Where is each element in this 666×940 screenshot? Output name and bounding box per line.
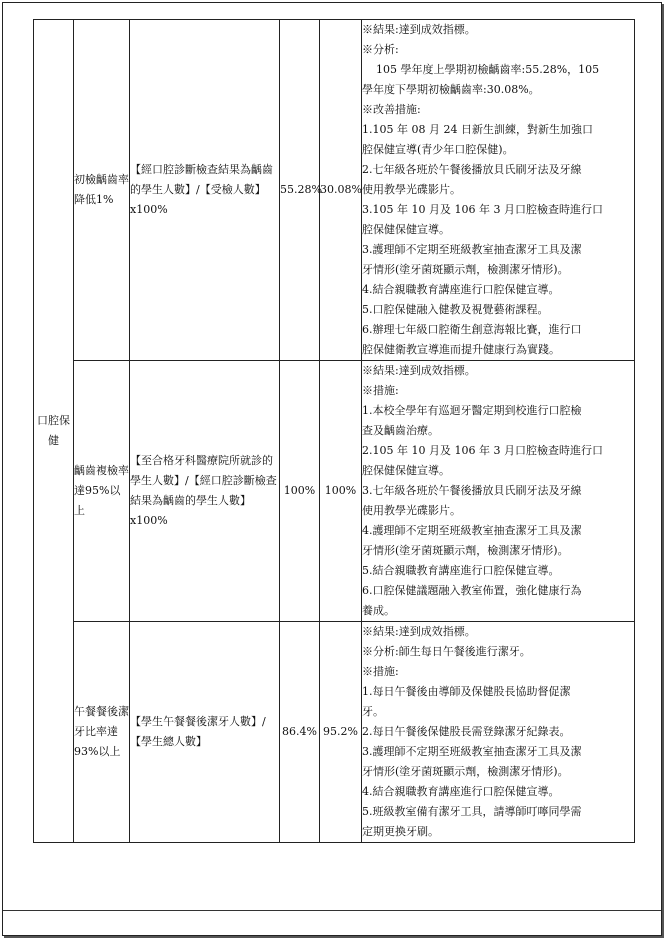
description-line: 6.口腔保健議題融入教室佈置，強化健康行為 xyxy=(362,584,582,597)
description-line: 養成。 xyxy=(362,604,395,617)
description-line: ※措施: xyxy=(362,384,399,397)
description-line: 牙情形(塗牙菌斑顯示劑，檢測潔牙情形)。 xyxy=(362,765,569,778)
value-cell: 86.4% xyxy=(280,622,320,843)
description-line: 5.班級教室備有潔牙工具，請導師叮嚀同學需 xyxy=(362,805,582,818)
description-line: 使用教學光碟影片。 xyxy=(362,183,461,196)
value-cell: 100% xyxy=(320,361,362,622)
description-line: 腔保健衛教宣導進而提升健康行為實踐。 xyxy=(362,343,560,356)
description-line: 牙。 xyxy=(362,705,384,718)
description-line: 3.護理師不定期至班級教室抽查潔牙工具及潔 xyxy=(362,243,582,256)
description-line: 牙情形(塗牙菌斑顯示劑，檢測潔牙情形)。 xyxy=(362,263,569,276)
description-line: 6.辦理七年級口腔衛生創意海報比賽，進行口 xyxy=(362,323,582,336)
description-line: 1.每日午餐後由導師及保健股長協助督促潔 xyxy=(362,685,571,698)
description-line: ※改善措施: xyxy=(362,103,421,116)
description-cell xyxy=(362,622,635,843)
description-line: 3.護理師不定期至班級教室抽查潔牙工具及潔 xyxy=(362,745,582,758)
description-line: 1.本校全學年有巡迴牙醫定期到校進行口腔檢 xyxy=(362,404,582,417)
description-line: 2.七年級各班於午餐後播放貝氏刷牙法及牙線 xyxy=(362,163,582,176)
health-indicator-table xyxy=(33,19,635,843)
table-row xyxy=(34,20,635,361)
value-cell: 95.2% xyxy=(320,622,362,843)
description-line: 4.護理師不定期至班級教室抽查潔牙工具及潔 xyxy=(362,524,582,537)
value-cell: 30.08% xyxy=(320,20,362,361)
description-line: 腔保健宣導(青少年口腔保健)。 xyxy=(362,143,514,156)
description-line: ※分析: xyxy=(362,43,399,56)
description-line: ※結果:達到成效指標。 xyxy=(362,23,476,36)
indicator-cell: 齲齒複檢率達95%以上 xyxy=(74,361,130,622)
value-cell: 55.28% xyxy=(280,20,320,361)
description-line: 105 學年度上學期初檢齲齒率:55.28%，105 xyxy=(376,63,600,76)
table-row xyxy=(34,361,635,622)
description-line: 4.結合親職教育講座進行口腔保健宣導。 xyxy=(362,283,560,296)
description-line: 5.口腔保健融入健教及視覺藝術課程。 xyxy=(362,303,549,316)
description-line: ※結果:達到成效指標。 xyxy=(362,364,476,377)
indicator-cell: 午餐餐後潔牙比率達93%以上 xyxy=(74,622,130,843)
table-row xyxy=(34,622,635,843)
description-line: 4.結合親職教育講座進行口腔保健宣導。 xyxy=(362,785,560,798)
category-cell: 口腔保健 xyxy=(34,20,74,843)
description-line: 查及齲齒治療。 xyxy=(362,424,439,437)
description-cell xyxy=(362,361,635,622)
description-line: 2.105 年 10 月及 106 年 3 月口腔檢查時進行口 xyxy=(362,444,603,457)
description-cell xyxy=(362,20,635,361)
description-line: 學年度下學期初檢齲齒率:30.08%。 xyxy=(362,83,540,96)
description-line: 腔保健保健宣導。 xyxy=(362,223,450,236)
description-line: 2.每日午餐後保健股長需登錄潔牙紀錄表。 xyxy=(362,725,571,738)
description-line: 定期更換牙刷。 xyxy=(362,825,439,838)
formula-cell: 【至合格牙科醫療院所就診的學生人數】/【經口腔診斷檢查結果為齲齒的學生人數】x100% xyxy=(130,361,280,622)
description-line: 使用教學光碟影片。 xyxy=(362,504,461,517)
description-line: ※措施: xyxy=(362,665,399,678)
description-line: 腔保健保健宣導。 xyxy=(362,464,450,477)
description-line: 1.105 年 08 月 24 日新生訓練，對新生加強口 xyxy=(362,123,593,136)
description-line: ※結果:達到成效指標。 xyxy=(362,625,476,638)
footer-divider xyxy=(3,910,661,911)
description-line: ※分析:師生每日午餐後進行潔牙。 xyxy=(362,645,531,658)
description-line: 3.105 年 10 月及 106 年 3 月口腔檢查時進行口 xyxy=(362,203,603,216)
formula-cell: 【學生午餐餐後潔牙人數】/【學生總人數】 xyxy=(130,622,280,843)
formula-cell: 【經口腔診斷檢查結果為齲齒的學生人數】/【受檢人數】x100% xyxy=(130,20,280,361)
value-cell: 100% xyxy=(280,361,320,622)
indicator-cell: 初檢齲齒率降低1% xyxy=(74,20,130,361)
description-line: 5.結合親職教育講座進行口腔保健宣導。 xyxy=(362,564,560,577)
description-line: 3.七年級各班於午餐後播放貝氏刷牙法及牙線 xyxy=(362,484,582,497)
description-line: 牙情形(塗牙菌斑顯示劑，檢測潔牙情形)。 xyxy=(362,544,569,557)
